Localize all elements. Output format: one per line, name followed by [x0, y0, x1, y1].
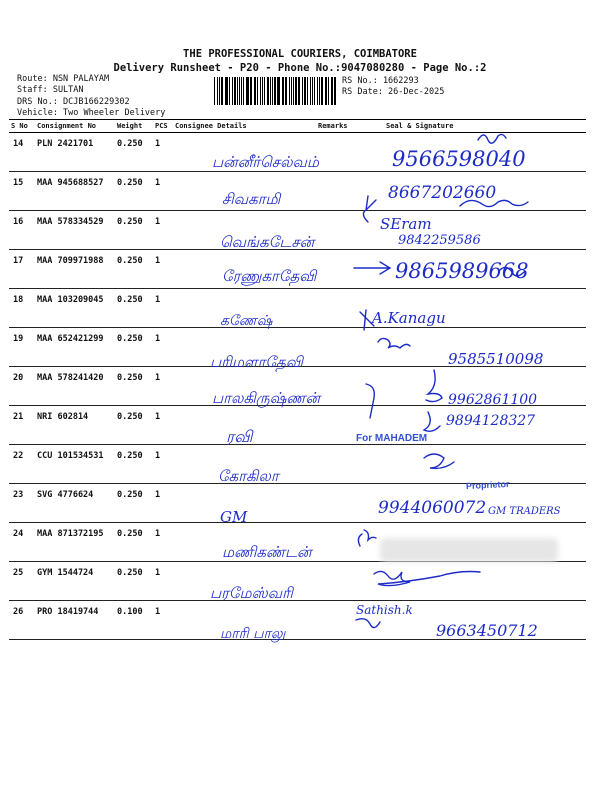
handwriting-r15-name: சிவகாமி [222, 190, 281, 208]
col-consignee: Consignee Details [173, 120, 316, 133]
row-weight: 0.250 [115, 562, 153, 601]
row-sno: 19 [9, 328, 35, 367]
document-title: THE PROFESSIONAL COURIERS, COIMBATORE [183, 48, 417, 60]
row-consignment-no: SVG 4776624 [35, 484, 115, 523]
mark-r24 [358, 530, 376, 546]
route-label: Route: NSN PALAYAM [17, 74, 110, 84]
row-consignment-no: PRO 18419744 [35, 601, 115, 640]
row-sno: 21 [9, 406, 35, 445]
row-pcs: 1 [153, 367, 173, 406]
handwriting-r21-name: ரவி [226, 427, 253, 446]
handwriting-r23-note: GM TRADERS [488, 506, 561, 517]
handwriting-r18-name: கணேஷ் [220, 313, 273, 329]
scribble-r20 [426, 370, 442, 402]
row-weight: 0.250 [115, 211, 153, 250]
row-sno: 15 [9, 172, 35, 211]
col-weight: Weight [115, 120, 153, 133]
handwriting-r25-name: பரமேஸ்வரி [210, 584, 293, 602]
handwriting-r26-phone: 9663450712 [436, 621, 538, 640]
row-pcs: 1 [153, 172, 173, 211]
handwriting-r14-phone: 9566598040 [392, 147, 526, 171]
signature-r22 [424, 454, 454, 468]
handwriting-r20-name: பாலகிருஷ்ணன் [212, 389, 321, 407]
row-pcs: 1 [153, 601, 173, 640]
row-sno: 25 [9, 562, 35, 601]
col-remarks: Remarks [316, 120, 366, 133]
handwriting-r26-name: மாரி பாலு [220, 626, 286, 642]
row-weight: 0.250 [115, 445, 153, 484]
row-weight: 0.250 [115, 289, 153, 328]
col-sno: S No [9, 120, 35, 133]
handwriting-r19-name: பரிமளாதேவி [210, 353, 303, 371]
col-signature: Seal & Signature [366, 120, 586, 133]
row-consignment-no: MAA 578241420 [35, 367, 115, 406]
row-pcs: 1 [153, 445, 173, 484]
rs-date: RS Date: 26-Dec-2025 [342, 87, 445, 97]
row-pcs: 1 [153, 562, 173, 601]
signature-r17 [500, 267, 524, 276]
row-sno: 16 [9, 211, 35, 250]
col-pcs: PCS [153, 120, 173, 133]
arrow-r16 [363, 196, 376, 222]
bracket-r20 [366, 384, 374, 418]
row-pcs: 1 [153, 250, 173, 289]
col-consignment: Consignment No [35, 120, 115, 133]
row-consignment-no: MAA 103209045 [35, 289, 115, 328]
row-sno: 17 [9, 250, 35, 289]
row-weight: 0.250 [115, 367, 153, 406]
row-pcs: 1 [153, 211, 173, 250]
rs-number: RS No.: 1662293 [342, 76, 419, 86]
row-weight: 0.250 [115, 484, 153, 523]
staff-label: Staff: SULTAN [17, 85, 84, 95]
redacted-area [380, 538, 558, 562]
handwriting-r19-phone: 9585510098 [448, 350, 544, 368]
row-pcs: 1 [153, 133, 173, 172]
row-pcs: 1 [153, 289, 173, 328]
handwriting-r15-phone: 8667202660 [388, 183, 497, 203]
document-subtitle: Delivery Runsheet - P20 - Phone No.:9047080280 - Page No.:2 [113, 62, 487, 74]
row-weight: 0.250 [115, 406, 153, 445]
handwriting-r16-sign: SEram [380, 215, 432, 233]
handwriting-r16-phone: 9842259586 [398, 233, 481, 248]
row-consignment-no: MAA 709971988 [35, 250, 115, 289]
handwriting-r22-name: கோகிலா [218, 467, 279, 485]
handwriting-r20-phone: 9962861100 [448, 392, 538, 408]
row-pcs: 1 [153, 484, 173, 523]
row-consignment-no: CCU 101534531 [35, 445, 115, 484]
row-consignment-no: NRI 602814 [35, 406, 115, 445]
row-pcs: 1 [153, 406, 173, 445]
row-sno: 20 [9, 367, 35, 406]
row-sno: 18 [9, 289, 35, 328]
arrow-r17 [354, 262, 390, 274]
row-weight: 0.250 [115, 172, 153, 211]
mark-r18 [360, 310, 374, 330]
row-consignment-no: MAA 945688527 [35, 172, 115, 211]
row-weight: 0.250 [115, 133, 153, 172]
row-consignment-no: MAA 652421299 [35, 328, 115, 367]
handwriting-r23-name: GM [220, 508, 248, 526]
company-stamp: For MAHADEM [356, 433, 428, 444]
row-pcs: 1 [153, 523, 173, 562]
row-consignment-no: MAA 871372195 [35, 523, 115, 562]
handwriting-r21-phone: 9894128327 [446, 413, 536, 429]
signature-r21 [424, 412, 440, 431]
signature-r19 [378, 338, 410, 348]
handwriting-r17-name: ரேணுகாதேவி [222, 267, 317, 285]
row-weight: 0.250 [115, 328, 153, 367]
vehicle-label: Vehicle: Two Wheeler Delivery [17, 108, 166, 118]
handwriting-r23-phone: 9944060072 [378, 498, 487, 518]
signature-r25 [374, 571, 480, 585]
row-sno: 23 [9, 484, 35, 523]
row-sno: 14 [9, 133, 35, 172]
stamp-proprietor: Proprietor [465, 478, 510, 492]
row-weight: 0.250 [115, 523, 153, 562]
signature-r15 [460, 200, 528, 206]
handwriting-r26-sign: Sathish.k [356, 603, 413, 617]
row-sno: 22 [9, 445, 35, 484]
handwriting-r14-name: பன்னீர்செல்வம் [212, 153, 319, 171]
row-consignment-no: GYM 1544724 [35, 562, 115, 601]
handwriting-r18-sign: A.Kanagu [372, 309, 446, 327]
row-pcs: 1 [153, 328, 173, 367]
row-sno: 24 [9, 523, 35, 562]
signature-r14 [478, 134, 506, 143]
handwriting-r16-name: வெங்கடேசன் [220, 233, 315, 251]
row-consignment-no: PLN 2421701 [35, 133, 115, 172]
drs-number: DRS No.: DCJB166229302 [17, 97, 130, 107]
signature-r26 [356, 619, 380, 628]
row-weight: 0.100 [115, 601, 153, 640]
row-weight: 0.250 [115, 250, 153, 289]
row-consignment-no: MAA 578334529 [35, 211, 115, 250]
handwriting-r24-name: மணிகண்டன் [222, 543, 312, 561]
row-sno: 26 [9, 601, 35, 640]
handwriting-r17-phone: 9865989668 [395, 259, 529, 283]
